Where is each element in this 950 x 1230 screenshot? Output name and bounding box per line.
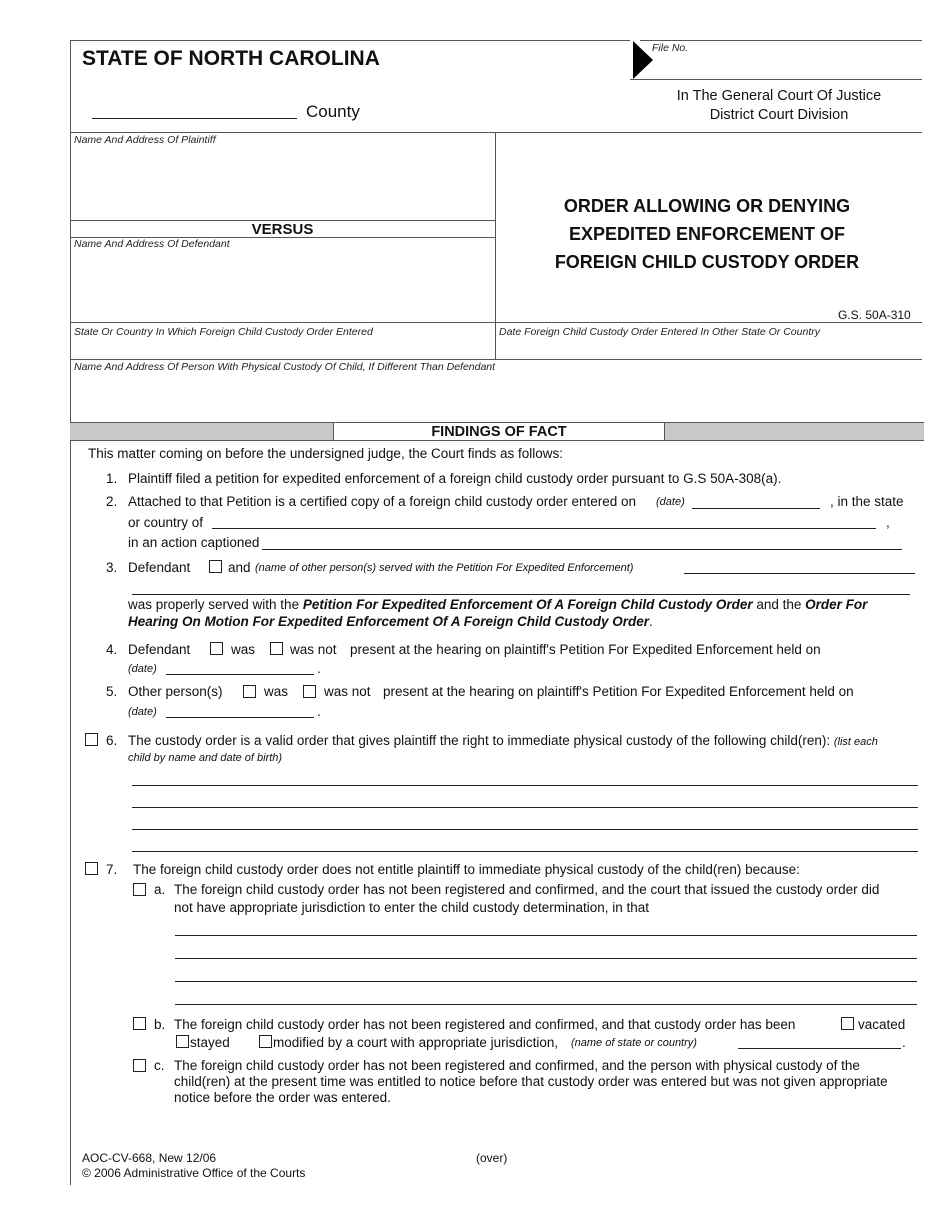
item-7a-text-2: not have appropriate jurisdiction to enter the child custody determination, in that [174, 900, 650, 915]
item-7c-letter: c. [154, 1058, 165, 1073]
item-6-hint-1: (list each [833, 736, 878, 748]
item-6-text [128, 732, 878, 751]
state-heading: STATE OF NORTH CAROLINA [82, 47, 380, 70]
file-no-underline [630, 79, 922, 80]
item-7c-text-1: The foreign child custody order has not been registered and confirmed, and the person with physical custody of the [174, 1058, 860, 1073]
item-2-date-hint: (date) [656, 496, 685, 508]
item-3-other-field-2[interactable] [132, 594, 910, 595]
item-7b-vacated: vacated [858, 1017, 906, 1032]
item-3-served-c: and the [752, 597, 806, 612]
item-4-date-field[interactable] [166, 674, 314, 675]
copyright: © 2006 Administrative Office of the Courts [82, 1166, 306, 1180]
item-3-served-a: was properly served with the [128, 597, 303, 612]
file-no-field[interactable] [640, 47, 922, 77]
item-7b-period: . [902, 1035, 906, 1050]
item-6-children-line-3[interactable] [132, 829, 918, 830]
court-line-1: In The General Court Of Justice [676, 88, 882, 104]
court-line-2: District Court Division [709, 107, 849, 123]
item-5-date-field[interactable] [166, 717, 314, 718]
defendant-field[interactable] [74, 254, 489, 318]
parties-divider [495, 132, 496, 359]
item-6-checkbox[interactable] [85, 733, 98, 746]
item-6-number: 6. [106, 733, 118, 748]
item-6-main: The custody order is a valid order that gives plaintiff the right to immediate physical custody of the following child(ren): [128, 733, 831, 748]
item-7b-vacated-checkbox[interactable] [841, 1017, 854, 1030]
item-6-children-line-1[interactable] [132, 785, 918, 786]
item-7b-letter: b. [154, 1017, 166, 1032]
item-5-date-hint: (date) [128, 706, 157, 718]
item-2-caption-field[interactable] [262, 549, 902, 550]
item-6-hint-2: child by name and date of birth) [128, 752, 283, 764]
item-7a-letter: a. [154, 882, 166, 897]
over-note: (over) [476, 1151, 508, 1165]
item-3-other-hint: (name of other person(s) served with the Petition For Expedited Enforcement) [255, 562, 634, 574]
item-7c-text-3: notice before the order was entered. [174, 1090, 391, 1105]
defendant-bottom-line [70, 322, 922, 323]
findings-intro: This matter coming on before the undersigned judge, the Court finds as follows: [88, 446, 564, 461]
item-7b-state-hint: (name of state or country) [571, 1037, 697, 1049]
title-line-1: ORDER ALLOWING OR DENYING [563, 196, 851, 216]
item-3-served-line2 [128, 613, 653, 630]
file-no-label: File No. [652, 42, 689, 54]
item-7b-state-field[interactable] [738, 1048, 901, 1049]
item-7a-text-1: The foreign child custody order has not been registered and confirmed, and the court that issued the custody order did [174, 882, 880, 897]
item-5-was: was [264, 684, 289, 699]
item-3-served-line1 [128, 596, 867, 613]
statute-reference: G.S. 50A-310 [838, 308, 911, 322]
item-1-text: Plaintiff filed a petition for expedited enforcement of a foreign child custody order pursuant to G.S 50A-308(a). [128, 471, 782, 486]
item-3-served-period: . [649, 614, 653, 629]
item-2-country-label: or country of [128, 515, 204, 530]
item-7a-reason-line-1[interactable] [175, 935, 917, 936]
item-7-text: The foreign child custody order does not entitle plaintiff to immediate physical custody of the child(ren) because: [133, 862, 800, 877]
item-2-text: Attached to that Petition is a certified copy of a foreign child custody order entered on [128, 494, 637, 509]
item-3-other-field-1[interactable] [684, 573, 915, 574]
item-2-comma: , [886, 515, 890, 530]
item-7b-stayed-checkbox[interactable] [176, 1035, 189, 1048]
custodian-label: Name And Address Of Person With Physical Custody Of Child, If Different Than Defendant [74, 361, 496, 373]
item-7a-reason-line-3[interactable] [175, 981, 917, 982]
item-3-petition-title: Petition For Expedited Enforcement Of A Foreign Child Custody Order [302, 597, 753, 612]
item-4-was: was [231, 642, 256, 657]
item-6-children-line-4[interactable] [132, 851, 918, 852]
item-4-was-not: was not [290, 642, 337, 657]
item-2-number: 2. [106, 494, 118, 509]
item-7a-reason-line-2[interactable] [175, 958, 917, 959]
title-line-3: FOREIGN CHILD CUSTODY ORDER [554, 252, 860, 272]
item-5-other: Other person(s) [128, 684, 223, 699]
custodian-field[interactable] [74, 376, 919, 420]
item-7a-checkbox[interactable] [133, 883, 146, 896]
item-7a-reason-line-4[interactable] [175, 1004, 917, 1005]
item-7b-modified: modified by a court with appropriate jurisdiction, [273, 1035, 559, 1050]
state-bottom-line [70, 359, 922, 360]
item-4-was-checkbox[interactable] [210, 642, 223, 655]
item-7b-text-1: The foreign child custody order has not been registered and confirmed, and that custody order has been [174, 1017, 796, 1032]
document-title [497, 192, 917, 276]
item-1-number: 1. [106, 471, 118, 486]
plaintiff-label: Name And Address Of Plaintiff [74, 134, 216, 146]
item-3-hearing-title: Hearing On Motion For Expedited Enforcement Of A Foreign Child Custody Order [128, 614, 650, 629]
item-7b-checkbox[interactable] [133, 1017, 146, 1030]
item-7b-modified-checkbox[interactable] [259, 1035, 272, 1048]
item-5-was-not: was not [324, 684, 371, 699]
title-line-2: EXPEDITED ENFORCEMENT OF [568, 224, 846, 244]
item-3-number: 3. [106, 560, 118, 575]
county-label: County [306, 102, 360, 121]
item-7c-checkbox[interactable] [133, 1059, 146, 1072]
item-7-number: 7. [106, 862, 118, 877]
item-2-country-field[interactable] [212, 528, 876, 529]
court-name [640, 87, 918, 125]
item-4-date-hint: (date) [128, 663, 157, 675]
top-border-left [70, 40, 630, 41]
left-border [70, 40, 71, 1185]
plaintiff-field[interactable] [74, 150, 489, 216]
item-2-date-field[interactable] [692, 508, 820, 509]
item-7b-stayed: stayed [190, 1035, 230, 1050]
county-field[interactable] [92, 118, 297, 119]
date-entered-field[interactable] [499, 340, 919, 357]
item-7c-text-2: child(ren) at the present time was entitled to notice before that custody order was entered but was not given appropriate [174, 1074, 888, 1089]
defendant-label: Name And Address Of Defendant [74, 238, 230, 250]
item-7-checkbox[interactable] [85, 862, 98, 875]
foreign-state-label: State Or Country In Which Foreign Child Custody Order Entered [74, 326, 373, 338]
item-4-period: . [317, 661, 321, 676]
item-5-period: . [317, 704, 321, 719]
item-3-order-for: Order For [805, 597, 868, 612]
item-4-defendant: Defendant [128, 642, 191, 657]
item-6-children-line-2[interactable] [132, 807, 918, 808]
item-4-present-text: present at the hearing on plaintiff's Petition For Expedited Enforcement held on [350, 642, 821, 657]
item-5-was-checkbox[interactable] [243, 685, 256, 698]
findings-heading: FINDINGS OF FACT [333, 422, 665, 441]
form-number: AOC-CV-668, New 12/06 [82, 1151, 217, 1165]
top-border-right [640, 40, 922, 41]
item-2-action-label: in an action captioned [128, 535, 260, 550]
versus-label: VERSUS [251, 221, 314, 238]
item-2-in-state: , in the state [830, 494, 904, 509]
foreign-state-field[interactable] [74, 340, 489, 357]
item-3-and-checkbox[interactable] [209, 560, 222, 573]
item-5-number: 5. [106, 684, 118, 699]
item-4-was-not-checkbox[interactable] [270, 642, 283, 655]
header-bottom-border [70, 132, 922, 133]
item-5-present-text: present at the hearing on plaintiff's Petition For Expedited Enforcement held on [383, 684, 854, 699]
date-entered-label: Date Foreign Child Custody Order Entered In Other State Or Country [499, 326, 820, 338]
item-5-was-not-checkbox[interactable] [303, 685, 316, 698]
item-3-defendant: Defendant [128, 560, 191, 575]
item-4-number: 4. [106, 642, 118, 657]
item-3-and: and [228, 560, 251, 575]
